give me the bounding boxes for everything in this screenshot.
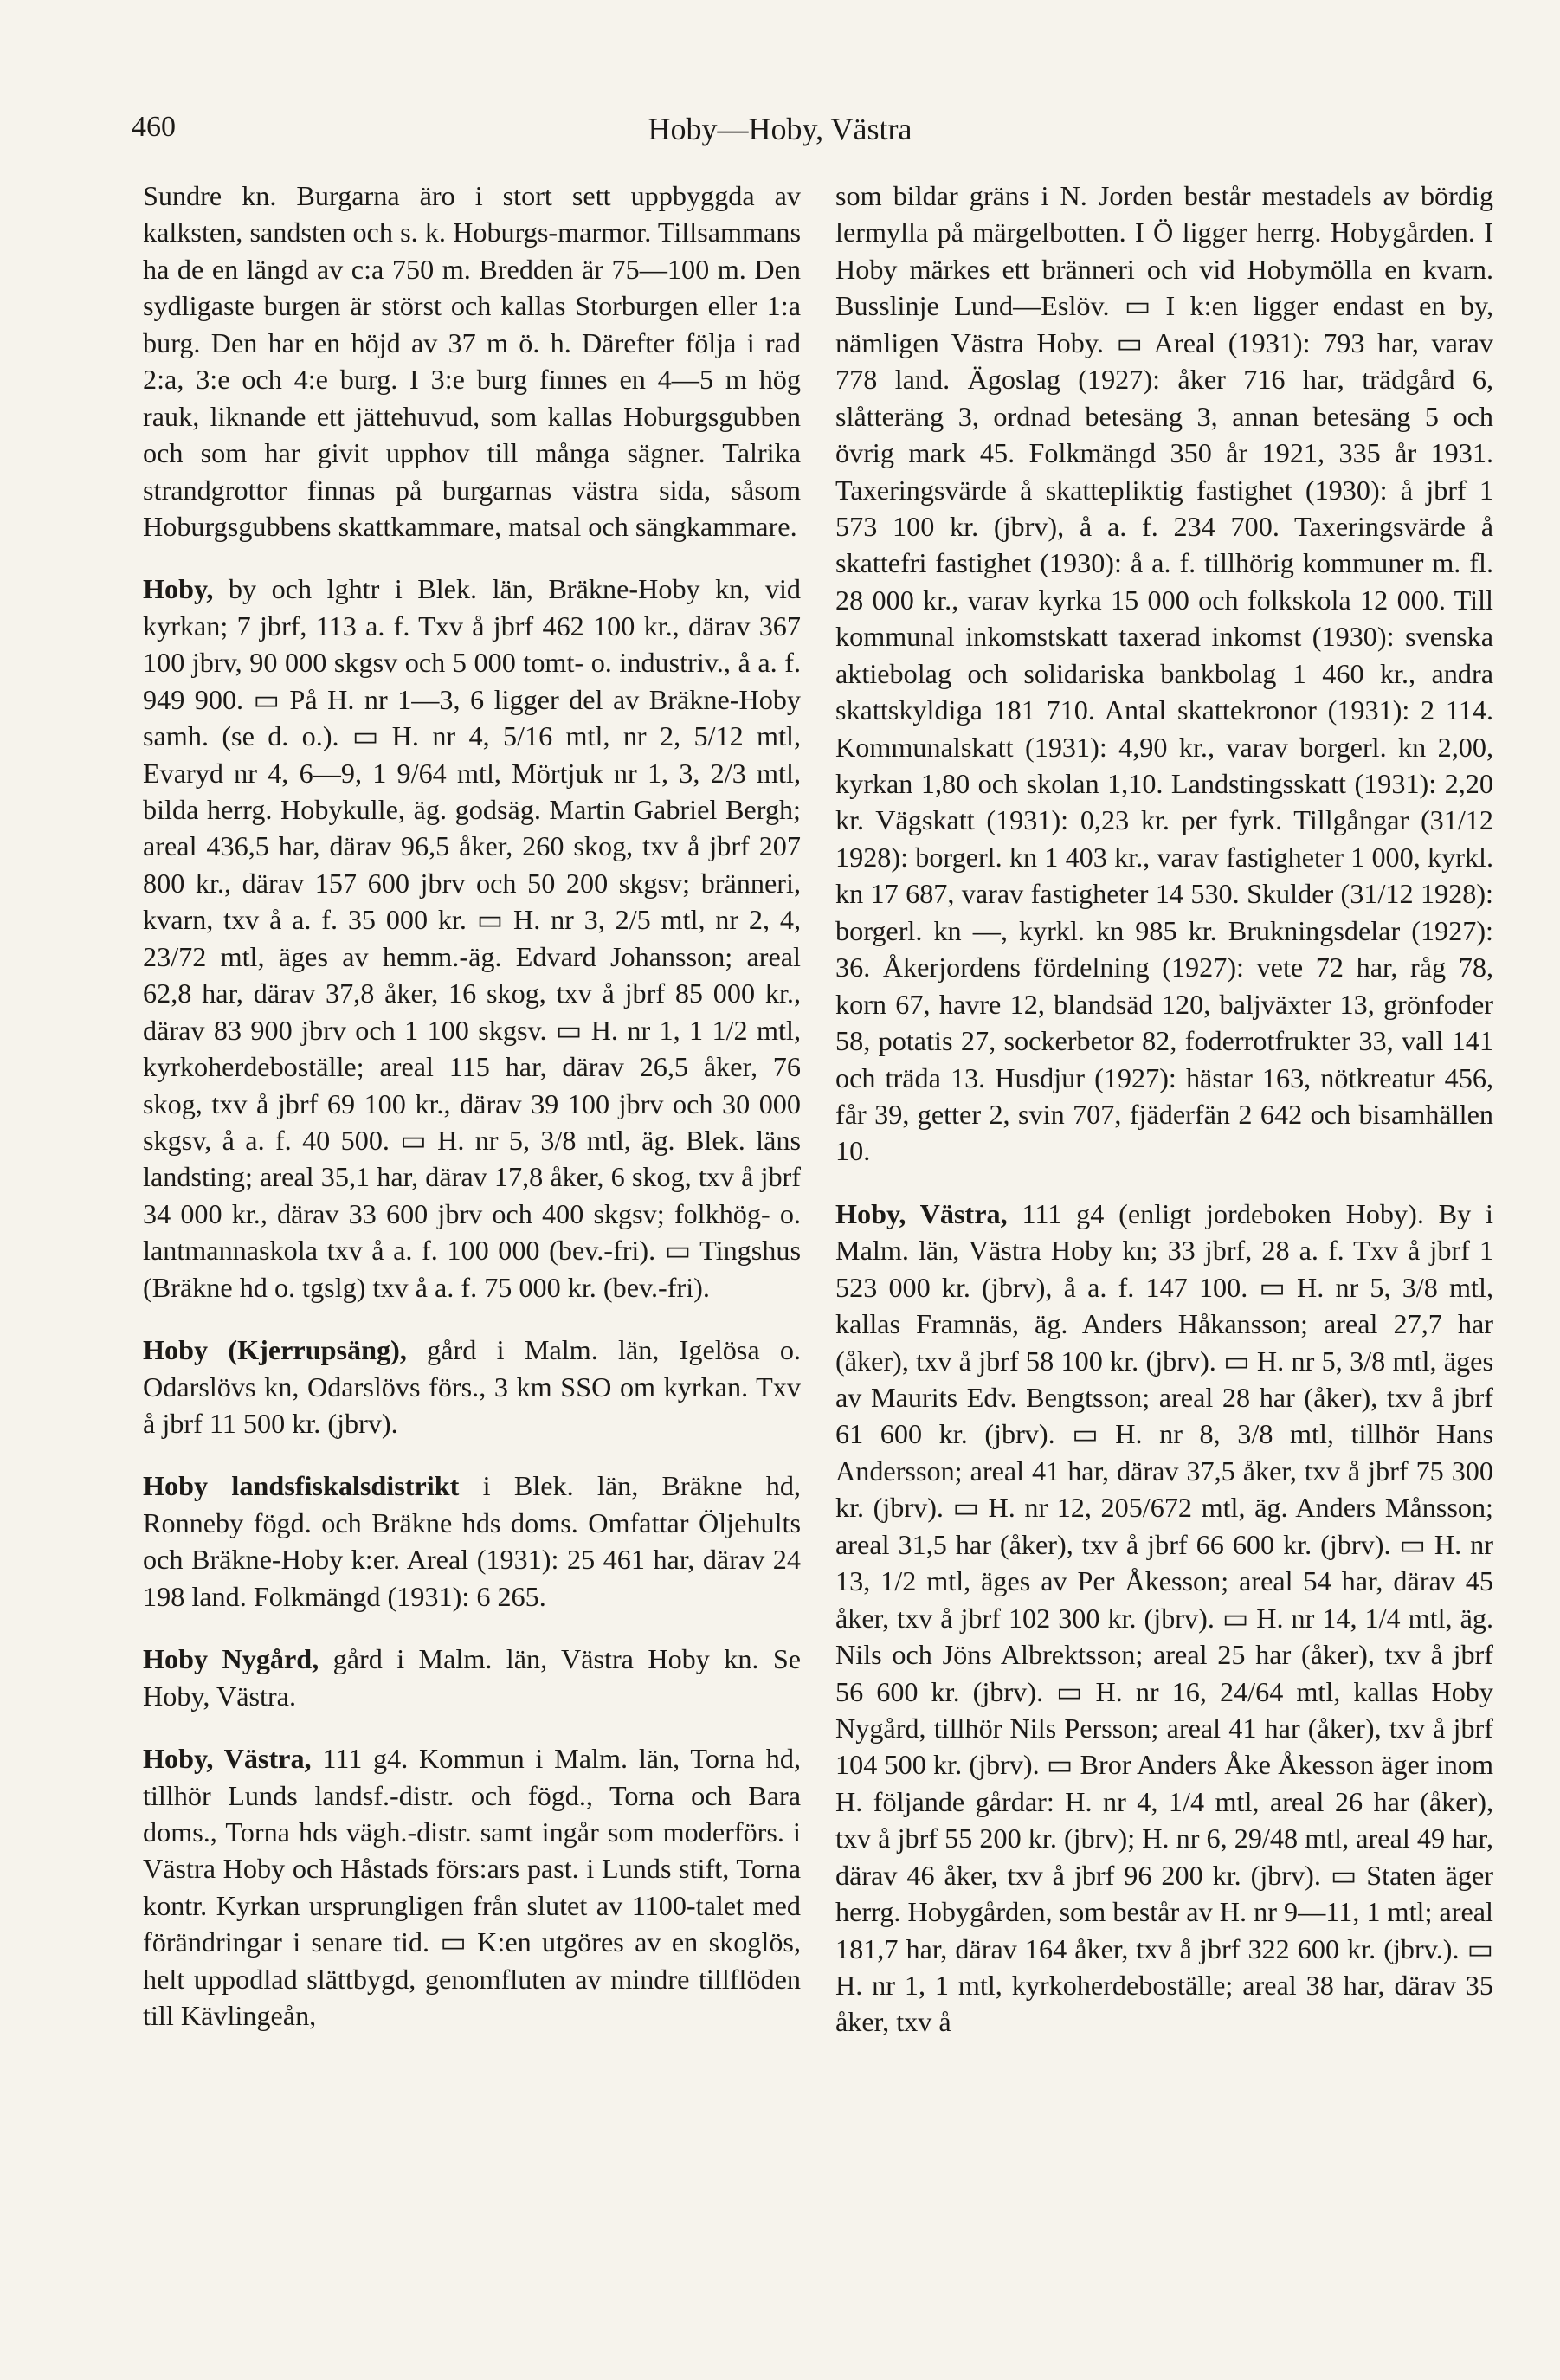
right-column <box>835 177 1493 2067</box>
entry-headword: Hoby (Kjerrupsäng), <box>143 1334 407 1366</box>
entry <box>143 1467 801 1615</box>
entry-headword: Hoby, <box>143 573 214 605</box>
page-number: 460 <box>132 111 176 143</box>
entry-text: 111 g4 (enligt jordeboken Hoby). By i Malm. län, Västra Hoby kn; 33 jbrf, 28 a. f. Txv å jbrf 1 523 000 kr. (jbrv), å a. f. 147 100. ▭ H. nr 5, 3/8 mtl, kallas Framnäs, äg. Anders Håkansson; areal 27,7 har (åker), txv å jbrf 58 100 kr. (jbrv). ▭ H. nr 5, 3/8 mtl, äges av Maurits Edv. Bengtsson; areal 28 har (åker), txv å jbrf 61 600 kr. (jbrv). ▭ H. nr 8, 3/8 mtl, tillhör Hans Andersson; areal 41 har, därav 37,5 åker, txv å jbrf 75 300 kr. (jbrv). ▭ H. nr 12, 205/672 mtl, äg. Anders Månsson; areal 31,5 har (åker), txv å jbrf 66 600 kr. (jbrv). ▭ H. nr 13, 1/2 mtl, äges av Per Åkesson; areal 54 har, därav 45 åker, txv å jbrf 102 300 kr. (jbrv). ▭ H. nr 14, 1/4 mtl, äg. Nils och Jöns Albrektsson; areal 25 har (åker), txv å jbrf 56 600 kr. (jbrv). ▭ H. nr 16, 24/64 mtl, kallas Hoby Nygård, tillhör Nils Persson; areal 41 har (åker), txv å jbrf 104 500 kr. (jbrv). ▭ Bror Anders Åke Åkesson äger inom H. följande gårdar: H. nr 4, 1/4 mtl, areal 26 har (åker), txv å jbrf 55 200 kr. (jbrv); H. nr 6, 29/48 mtl, areal 49 har, därav 46 åker, txv å jbrf 96 200 kr. (jbrv). ▭ Staten äger herrg. Hobygården, som består av H. nr 9—11, 1 mtl; areal 181,7 har, därav 164 åker, txv å jbrf 322 600 kr. (jbrv.). ▭ H. nr 1, 1 mtl, kyrkoherdeboställe; areal 38 har, därav 35 åker, txv å <box>835 1197 1493 2038</box>
entry-headword: Hoby, Västra, <box>143 1743 312 1775</box>
entry <box>835 177 1493 1170</box>
entry-headword: Hoby, Västra, <box>835 1197 1008 1229</box>
entry-text: 111 g4. Kommun i Malm. län, Torna hd, tillhör Lunds landsf.-distr. och fögd., Torna och Bara doms., Torna hds vägh.-distr. samt ingår som moderförs. i Västra Hoby och Håstads förs:ars past. i Lunds stift, Torna kontr. Kyrkan ursprungligen från slutet av 1100-talet med förändringar i senare tid. ▭ K:en utgöres av en skoglös, helt uppodlad slättbygd, genomfluten av mindre tillflöden till Kävlingeån, <box>143 1743 802 2032</box>
running-head: Hoby—Hoby, Västra <box>648 112 912 146</box>
entry-headword: Hoby Nygård, <box>143 1643 319 1675</box>
entry-headword: Hoby landsfiskalsdistrikt <box>143 1470 460 1502</box>
entry <box>835 1196 1493 2041</box>
entry-text: som bildar gräns i N. Jorden består mestadels av bördig lermylla på märgelbotten. I Ö ligger herrg. Hobygården. I Hoby märkes ett bränneri och vid Hobymölla en kvarn. Busslinje Lund—Eslöv. ▭ I k:en ligger endast en by, nämligen Västra Hoby. ▭ Areal (1931): 793 har, varav 778 land. Ägoslag (1927): åker 716 har, trädgård 6, slåtteräng 3, ordnad betesäng 3, annan betesäng 5 och övrig mark 45. Folkmängd 350 år 1921, 335 år 1931. Taxeringsvärde å skattepliktig fastighet (1930): å jbrf 1 573 100 kr. (jbrv), å a. f. 234 700. Taxeringsvärde å skattefri fastighet (1930): å a. f. tillhörig kommuner m. fl. 28 000 kr., varav kyrka 15 000 och folkskola 12 000. Till kommunal inkomstskatt taxerad inkomst (1930): svenska aktiebolag och solidariska bankbolag 1 460 kr., andra skattskyldiga 181 710. Antal skattekronor (1931): 2 114. Kommunalskatt (1931): 4,90 kr., varav borgerl. kn 2,00, kyrkan 1,80 och skolan 1,10. Landstingsskatt (1931): 2,20 kr. Vägskatt (1931): 0,23 kr. per fyrk. Tillgångar (31/12 1928): borgerl. kn 1 403 kr., varav fastigheter 1 000, kyrkl. kn 17 687, varav fastigheter 14 530. Skulder (31/12 1928): borgerl. kn —, kyrkl. kn 985 kr. Brukningsdelar (1927): 36. Åkerjordens fördelning (1927): vete 72 har, råg 78, korn 67, havre 12, blandsäd 120, baljväxter 13, grönfoder 58, potatis 27, sockerbetor 82, foderrotfrukter 33, vall 141 och träda 13. Husdjur (1927): hästar 163, nötkreatur 456, får 39, getter 2, svin 707, fjäderfän 2 642 och bisamhällen 10. <box>835 180 1493 1167</box>
entry-text: i Blek. län, Bräkne hd, Ronneby fögd. och Bräkne hds doms. Omfattar Öljehults och Bräkne-Hoby k:er. Areal (1931): 25 461 har, därav 24 198 land. Folkmängd (1931): 6 265. <box>143 1470 801 1612</box>
entry <box>143 1740 801 2035</box>
entry <box>143 177 801 545</box>
entry-text: gård i Malm. län, Igelösa o. Odarslövs kn, Odarslövs förs., 3 km SSO om kyrkan. Txv å jbrf 11 500 kr. (jbrv). <box>143 1334 802 1439</box>
left-column <box>143 177 801 2061</box>
entry <box>143 1641 801 1714</box>
entry <box>143 571 801 1306</box>
entry-text: Sundre kn. Burgarna äro i stort sett uppbyggda av kalksten, sandsten och s. k. Hoburgs-marmor. Tillsammans ha de en längd av c:a 750 m. Bredden är 75—100 m. Den sydligaste burgen är störst och kallas Storburgen eller 1:a burg. Den har en höjd av 37 m ö. h. Därefter följa i rad 2:a, 3:e och 4:e burg. I 3:e burg finnes en 4—5 m hög rauk, liknande ett jättehuvud, som kallas Hoburgsgubben och som har givit upphov till många sägner. Talrika strandgrottor finnas på burgarnas västra sida, såsom Hoburgsgubbens skattkammare, matsal och sängkammare. <box>143 180 801 542</box>
entry-text: by och lghtr i Blek. län, Bräkne-Hoby kn, vid kyrkan; 7 jbrf, 113 a. f. Txv å jbrf 462 100 kr., därav 367 100 jbrv, 90 000 skgsv och 5 000 tomt- o. industriv., å a. f. 949 900. ▭ På H. nr 1—3, 6 ligger del av Bräkne-Hoby samh. (se d. o.). ▭ H. nr 4, 5/16 mtl, nr 2, 5/12 mtl, Evaryd nr 4, 6—9, 1 9/64 mtl, Mörtjuk nr 1, 3, 2/3 mtl, bilda herrg. Hobykulle, äg. godsäg. Martin Gabriel Bergh; areal 436,5 har, därav 96,5 åker, 260 skog, txv å jbrf 207 800 kr., därav 157 600 jbrv och 50 200 skgsv; bränneri, kvarn, txv å a. f. 35 000 kr. ▭ H. nr 3, 2/5 mtl, nr 2, 4, 23/72 mtl, äges av hemm.-äg. Edvard Johansson; areal 62,8 har, därav 37,8 åker, 16 skog, txv å jbrf 85 000 kr., därav 83 900 jbrv och 1 100 skgsv. ▭ H. nr 1, 1 1/2 mtl, kyrkoherdeboställe; areal 115 har, därav 26,5 åker, 76 skog, txv å jbrf 69 100 kr., därav 39 100 jbrv och 30 000 skgsv, å a. f. 40 500. ▭ H. nr 5, 3/8 mtl, äg. Blek. läns landsting; areal 35,1 har, därav 17,8 åker, 6 skog, txv å jbrf 34 000 kr., därav 33 600 jbrv och 400 skgsv; folkhög- o. lantmannaskola txv å a. f. 100 000 (bev.-fri). ▭ Tingshus (Bräkne hd o. tgslg) txv å a. f. 75 000 kr. (bev.-fri). <box>143 573 801 1303</box>
entry-text: gård i Malm. län, Västra Hoby kn. Se Hoby, Västra. <box>143 1643 802 1712</box>
entry <box>143 1332 801 1442</box>
